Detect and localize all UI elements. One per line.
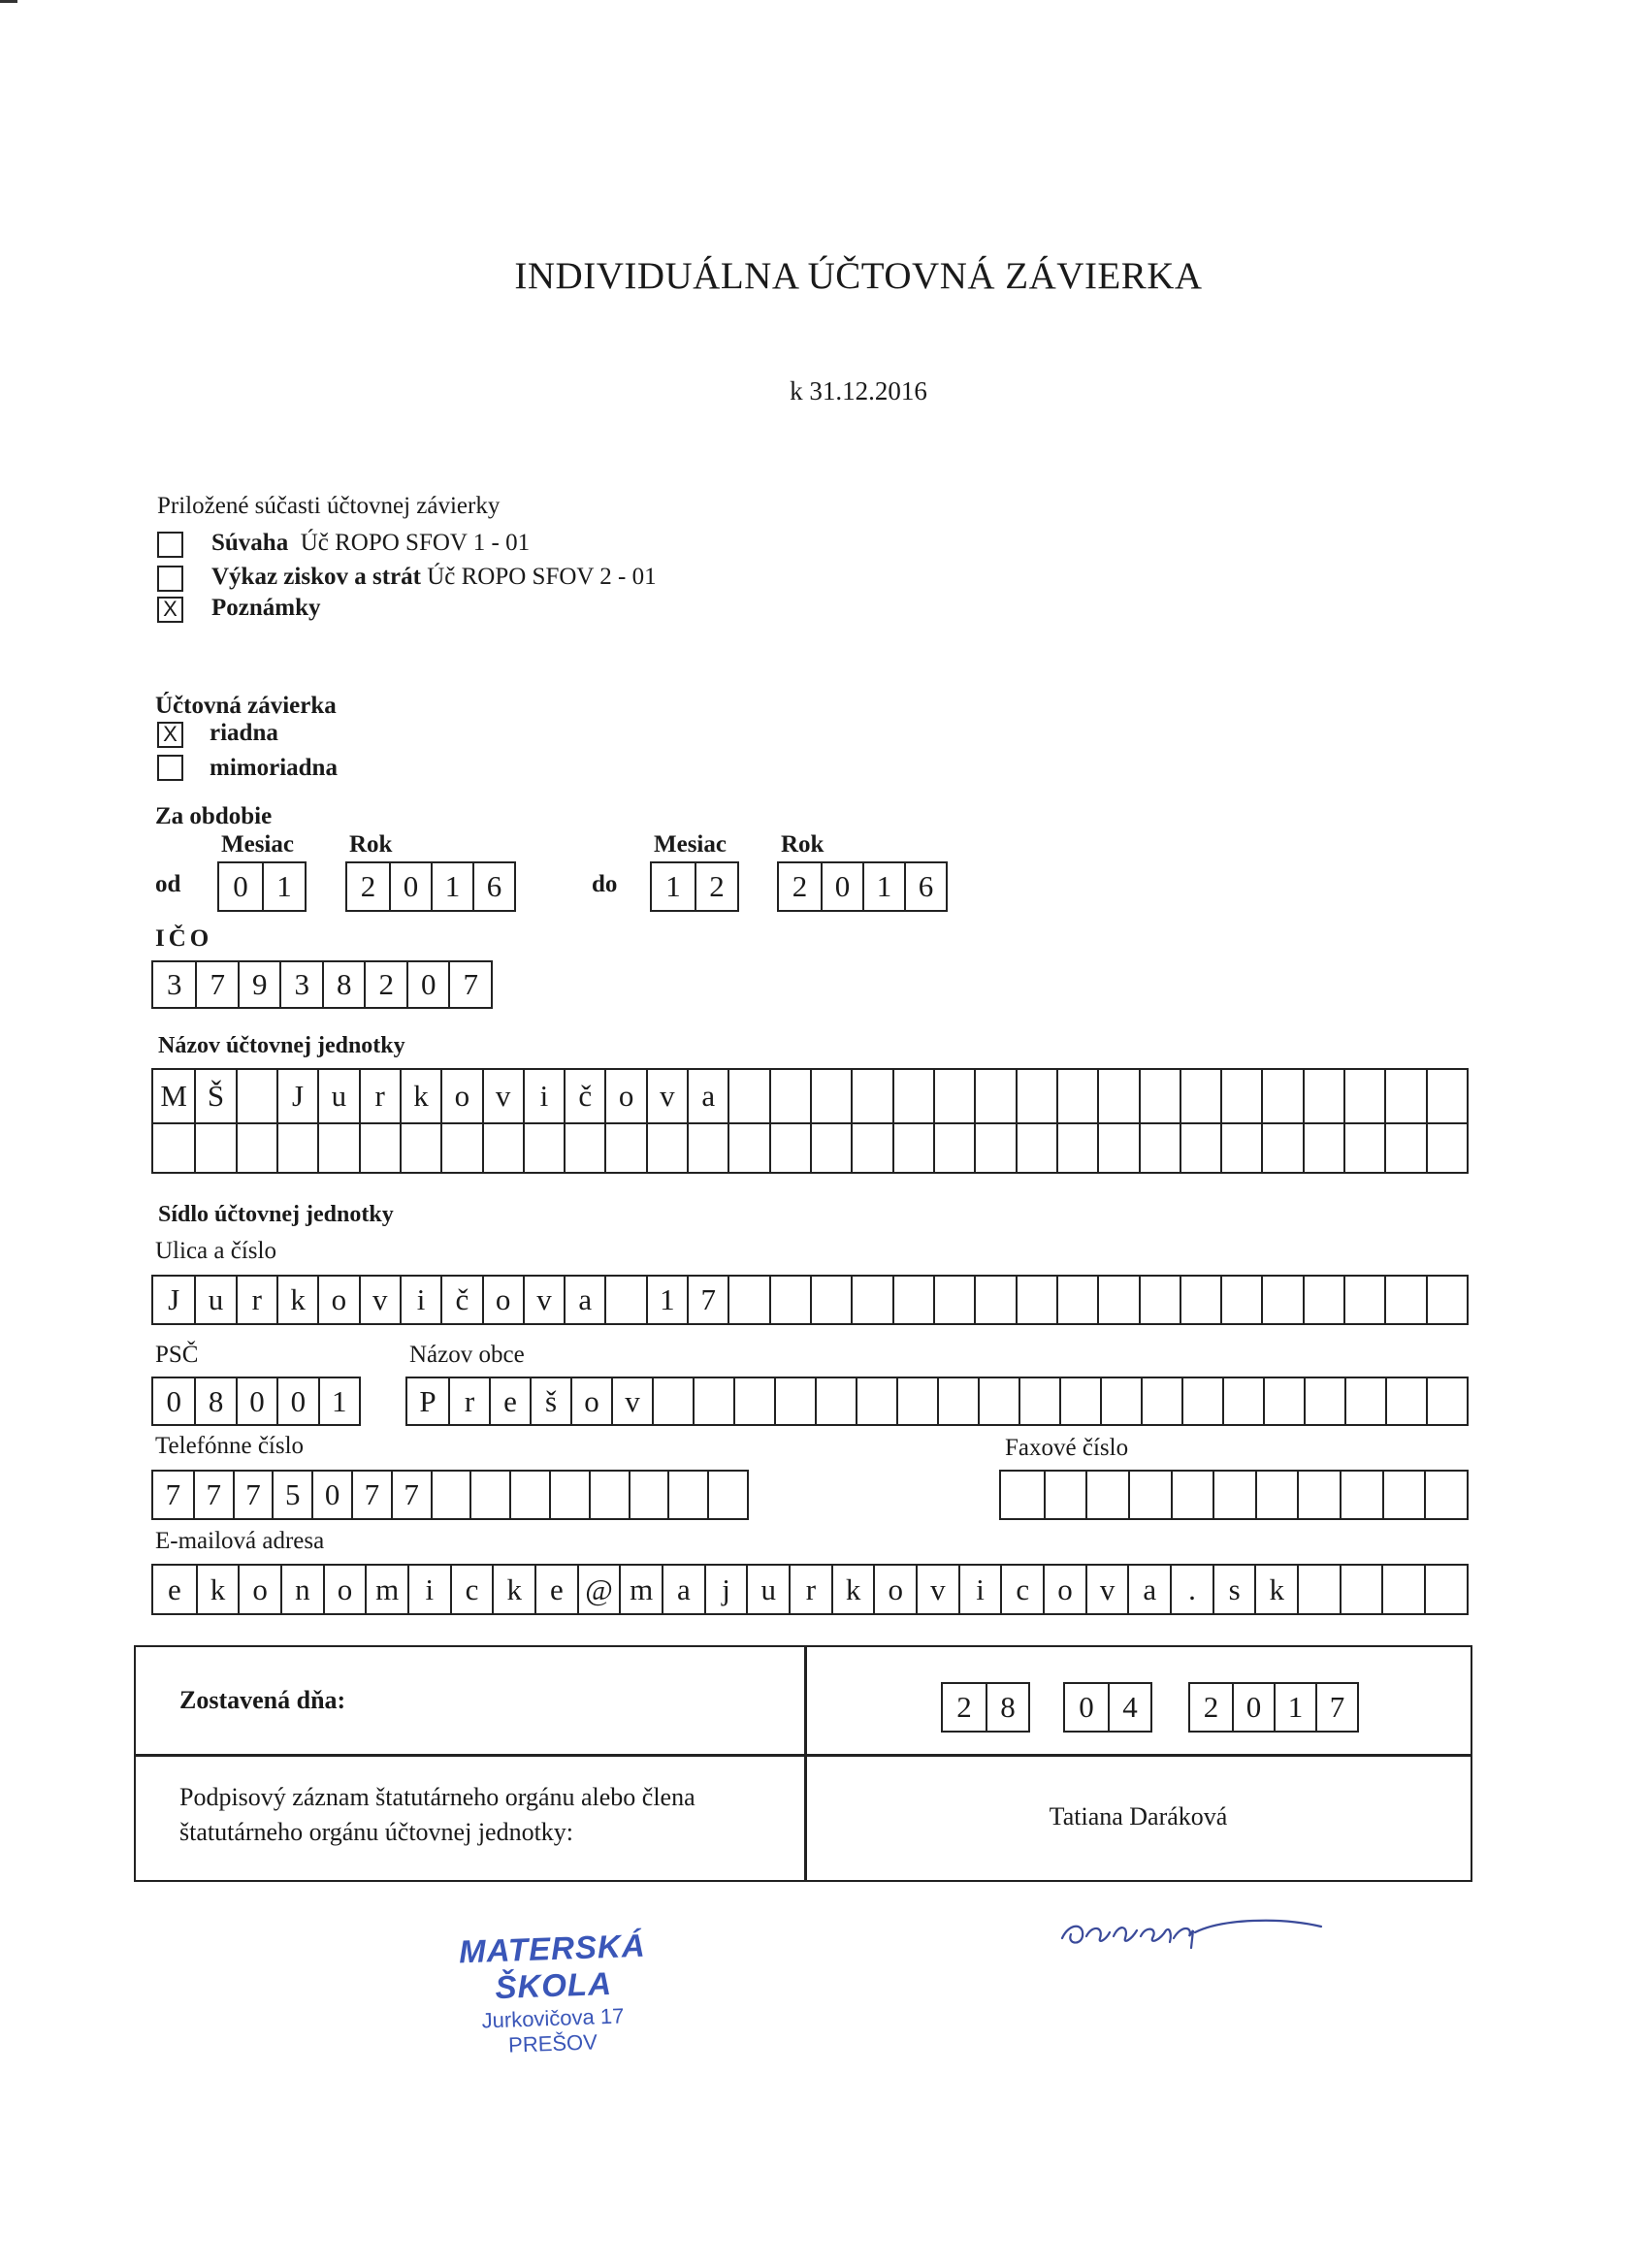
char-cell [431, 1472, 470, 1518]
char-cell [1381, 1566, 1424, 1613]
char-cell: v [611, 1378, 652, 1424]
digit-cell: 2 [956, 1690, 972, 1724]
char-cell [892, 1124, 933, 1172]
char-cell [937, 1378, 978, 1424]
char-cell: n [280, 1566, 323, 1613]
char-cell [1001, 1472, 1044, 1518]
char-cell: e [534, 1566, 577, 1613]
char-cell: k [1254, 1566, 1297, 1613]
digit-cell: 3 [166, 967, 182, 1001]
char-cell [646, 1124, 687, 1172]
char-cell [974, 1124, 1015, 1172]
char-cell: 7 [351, 1472, 391, 1518]
digit-cell: 1 [665, 869, 681, 903]
char-cell: o [570, 1378, 611, 1424]
char-cell: 7 [165, 1477, 181, 1511]
attachments-heading: Priložené súčasti účtovnej závierky [157, 493, 501, 519]
char-cell: . [1170, 1566, 1212, 1613]
char-cell [440, 1124, 481, 1172]
char-cell [1016, 1070, 1056, 1122]
char-cell [1220, 1124, 1261, 1172]
to-month-field[interactable] [650, 861, 739, 912]
char-cell: 0 [276, 1378, 317, 1424]
signature-label-line-1: Podpisový záznam štatutárneho orgánu alebo člena [179, 1783, 695, 1811]
email-field[interactable] [151, 1564, 1469, 1615]
char-cell: o [604, 1070, 645, 1122]
char-cell: M [160, 1079, 187, 1113]
char-cell: v [646, 1070, 687, 1122]
char-cell [1220, 1277, 1261, 1323]
from-year-label: Rok [349, 831, 393, 858]
char-cell [1139, 1124, 1180, 1172]
from-month-field[interactable] [217, 861, 307, 912]
char-cell [1016, 1277, 1056, 1323]
char-cell [1100, 1378, 1141, 1424]
char-cell [1384, 1124, 1425, 1172]
char-cell [1018, 1378, 1059, 1424]
checkbox-mimoriadna[interactable] [157, 755, 183, 781]
char-cell [1343, 1070, 1384, 1122]
char-cell [1426, 1124, 1467, 1172]
char-cell: k [492, 1566, 534, 1613]
char-cell [815, 1378, 856, 1424]
char-cell [667, 1472, 707, 1518]
char-cell: m [365, 1566, 407, 1613]
char-cell [1220, 1070, 1261, 1122]
phone-label: Telefónne číslo [155, 1433, 305, 1459]
char-cell [236, 1124, 276, 1172]
char-cell [1212, 1472, 1255, 1518]
checkbox-vykaz[interactable] [157, 566, 183, 592]
vykaz-label: Výkaz ziskov a strát Úč ROPO SFOV 2 - 01 [211, 564, 657, 590]
char-cell: i [523, 1070, 564, 1122]
char-cell: 7 [233, 1472, 273, 1518]
char-cell [769, 1124, 810, 1172]
char-cell: a [564, 1277, 604, 1323]
phone-field[interactable] [151, 1470, 749, 1520]
char-cell [236, 1070, 276, 1122]
digit-cell: 0 [406, 962, 449, 1007]
char-cell [1059, 1378, 1100, 1424]
compiled-month-field[interactable] [1063, 1682, 1152, 1733]
document-title: INDIVIDUÁLNA ÚČTOVNÁ ZÁVIERKA [514, 255, 1203, 297]
char-cell [276, 1124, 317, 1172]
char-cell [1181, 1378, 1222, 1424]
fax-field[interactable] [999, 1470, 1469, 1520]
char-cell [810, 1277, 851, 1323]
handwritten-signature [1057, 1901, 1329, 1960]
char-cell: o [482, 1277, 523, 1323]
entity-name-row-1[interactable] [151, 1068, 1469, 1124]
char-cell: v [482, 1070, 523, 1122]
checkbox-poznamky[interactable]: X [157, 597, 183, 623]
char-cell [1384, 1070, 1425, 1122]
char-cell [549, 1472, 589, 1518]
char-cell: 1 [318, 1378, 359, 1424]
digit-cell: 7 [195, 962, 238, 1007]
char-cell [1097, 1277, 1138, 1323]
digit-cell: 6 [904, 863, 946, 910]
char-cell: e [167, 1571, 181, 1606]
char-cell [1171, 1472, 1213, 1518]
char-cell [769, 1070, 810, 1122]
char-cell [1426, 1378, 1467, 1424]
poznamky-label: Poznámky [211, 595, 321, 621]
char-cell [693, 1378, 733, 1424]
char-cell [728, 1277, 768, 1323]
statement-type-heading: Účtovná závierka [155, 693, 337, 719]
digit-cell: 7 [1315, 1684, 1357, 1731]
digit-cell: 0 [389, 863, 431, 910]
stamp-line-1: MATERSKÁ ŠKOLA [458, 1927, 647, 2006]
char-cell: r [359, 1070, 400, 1122]
period-heading: Za obdobie [155, 803, 273, 829]
char-cell: e [489, 1378, 530, 1424]
signature-table [134, 1645, 1472, 1882]
char-cell: o [1043, 1566, 1085, 1613]
char-cell [769, 1277, 810, 1323]
compiled-label: Zostavená dňa: [179, 1686, 346, 1714]
char-cell: o [323, 1566, 366, 1613]
char-cell [1255, 1472, 1298, 1518]
char-cell [1222, 1378, 1263, 1424]
checkbox-riadna[interactable]: X [157, 722, 183, 748]
char-cell [1340, 1472, 1382, 1518]
char-cell [1343, 1124, 1384, 1172]
char-cell: 8 [194, 1378, 235, 1424]
char-cell [896, 1378, 937, 1424]
char-cell [1261, 1124, 1302, 1172]
char-cell [589, 1472, 629, 1518]
char-cell: 0 [311, 1472, 351, 1518]
compiled-year-field[interactable] [1188, 1682, 1359, 1733]
char-cell [851, 1277, 891, 1323]
to-month-label: Mesiac [654, 831, 727, 858]
char-cell: P [419, 1383, 436, 1418]
char-cell: o [238, 1566, 280, 1613]
street-field[interactable] [151, 1275, 1469, 1325]
char-cell [687, 1124, 728, 1172]
signatory-name: Tatiana Daráková [1049, 1802, 1228, 1831]
char-cell: u [194, 1277, 235, 1323]
mimoriadna-label: mimoriadna [210, 755, 338, 781]
char-cell [1426, 1277, 1467, 1323]
char-cell [810, 1124, 851, 1172]
digit-cell: 2 [360, 869, 376, 903]
char-cell [974, 1070, 1015, 1122]
char-cell: v [916, 1566, 958, 1613]
digit-cell: 8 [986, 1684, 1028, 1731]
digit-cell: 1 [262, 863, 305, 910]
char-cell [810, 1070, 851, 1122]
char-cell: Š [194, 1070, 235, 1122]
char-cell [933, 1277, 974, 1323]
char-cell [1139, 1277, 1180, 1323]
reporting-date: k 31.12.2016 [790, 376, 927, 405]
char-cell [1340, 1566, 1382, 1613]
char-cell: c [450, 1566, 493, 1613]
char-cell [1085, 1472, 1128, 1518]
char-cell [1384, 1277, 1425, 1323]
digit-cell: 8 [322, 962, 365, 1007]
char-cell [1303, 1070, 1343, 1122]
char-cell [400, 1124, 440, 1172]
char-cell: 7 [687, 1277, 728, 1323]
stamp-line-2: Jurkovičova 17 [481, 2003, 625, 2033]
char-cell [1180, 1124, 1220, 1172]
table-divider [136, 1754, 1471, 1757]
char-cell: 1 [646, 1277, 687, 1323]
fax-label: Faxové číslo [1005, 1435, 1129, 1461]
char-cell [317, 1124, 358, 1172]
char-cell [564, 1124, 604, 1172]
char-cell: a [662, 1566, 704, 1613]
char-cell [629, 1472, 668, 1518]
digit-cell: 9 [238, 962, 280, 1007]
char-cell [1303, 1124, 1343, 1172]
char-cell: 0 [236, 1378, 276, 1424]
char-cell [652, 1378, 693, 1424]
to-year-field[interactable] [777, 861, 948, 912]
char-cell [707, 1472, 747, 1518]
char-cell [1056, 1070, 1097, 1122]
seat-heading: Sídlo účtovnej jednotky [158, 1202, 394, 1227]
digit-cell: 0 [1079, 1690, 1094, 1724]
char-cell [1424, 1566, 1467, 1613]
char-cell: 5 [272, 1472, 311, 1518]
char-cell [1304, 1378, 1344, 1424]
compiled-day-field[interactable] [941, 1682, 1030, 1733]
stamp-line-3: PREŠOV [507, 2029, 598, 2057]
char-cell [733, 1378, 774, 1424]
char-cell [1056, 1277, 1097, 1323]
char-cell [933, 1070, 974, 1122]
digit-cell: 2 [1203, 1690, 1219, 1724]
char-cell: i [958, 1566, 1001, 1613]
char-cell: a [687, 1070, 728, 1122]
char-cell [892, 1070, 933, 1122]
digit-cell: 4 [1108, 1684, 1150, 1731]
digit-cell: 0 [821, 863, 862, 910]
char-cell: k [831, 1566, 874, 1613]
char-cell [604, 1124, 645, 1172]
char-cell: r [789, 1566, 831, 1613]
entity-name-row-2[interactable] [151, 1122, 1469, 1174]
char-cell [1180, 1277, 1220, 1323]
signature-label-line-2: štatutárneho orgánu účtovnej jednotky: [179, 1818, 574, 1846]
ico-field[interactable] [151, 960, 493, 1009]
char-cell [482, 1124, 523, 1172]
char-cell [856, 1378, 896, 1424]
char-cell [1343, 1277, 1384, 1323]
digit-cell: 2 [695, 863, 737, 910]
char-cell: 7 [391, 1472, 431, 1518]
digit-cell: 1 [862, 863, 904, 910]
char-cell: o [873, 1566, 916, 1613]
digit-cell: 3 [279, 962, 322, 1007]
char-cell [1385, 1378, 1426, 1424]
char-cell [359, 1124, 400, 1172]
char-cell [1139, 1070, 1180, 1122]
char-cell: š [530, 1378, 570, 1424]
char-cell [1141, 1378, 1181, 1424]
digit-cell: 2 [792, 869, 808, 903]
char-cell [523, 1124, 564, 1172]
char-cell: v [1085, 1566, 1128, 1613]
char-cell: k [276, 1277, 317, 1323]
char-cell [1263, 1378, 1304, 1424]
char-cell [604, 1277, 645, 1323]
char-cell [1044, 1472, 1086, 1518]
char-cell [153, 1124, 194, 1172]
psc-label: PSČ [155, 1342, 199, 1368]
city-field[interactable] [405, 1377, 1469, 1426]
school-stamp [398, 1927, 708, 2057]
char-cell [469, 1472, 509, 1518]
char-cell: J [168, 1282, 180, 1316]
char-cell: k [196, 1566, 239, 1613]
digit-cell: 2 [364, 962, 406, 1007]
scan-edge-mark [0, 0, 17, 3]
digit-cell: 0 [233, 869, 248, 903]
char-cell [1180, 1070, 1220, 1122]
char-cell [1097, 1124, 1138, 1172]
char-cell [1344, 1378, 1385, 1424]
char-cell [1426, 1070, 1467, 1122]
char-cell: 7 [193, 1472, 233, 1518]
char-cell: j [704, 1566, 747, 1613]
char-cell [1303, 1277, 1343, 1323]
digit-cell: 6 [472, 863, 514, 910]
suvaha-label: Súvaha Úč ROPO SFOV 1 - 01 [211, 530, 531, 556]
char-cell [1297, 1472, 1340, 1518]
checkbox-suvaha[interactable] [157, 532, 183, 558]
char-cell: u [746, 1566, 789, 1613]
digit-cell: 7 [448, 962, 491, 1007]
char-cell: o [317, 1277, 358, 1323]
char-cell: u [317, 1070, 358, 1122]
char-cell: @ [577, 1566, 620, 1613]
digit-cell: 0 [1232, 1684, 1274, 1731]
char-cell [1056, 1124, 1097, 1172]
char-cell: č [564, 1070, 604, 1122]
street-label: Ulica a číslo [155, 1238, 276, 1264]
char-cell [1016, 1124, 1056, 1172]
char-cell [892, 1277, 933, 1323]
char-cell [933, 1124, 974, 1172]
char-cell [851, 1124, 891, 1172]
char-cell [728, 1124, 768, 1172]
char-cell: v [359, 1277, 400, 1323]
char-cell: k [400, 1070, 440, 1122]
char-cell: r [236, 1277, 276, 1323]
char-cell: i [407, 1566, 450, 1613]
char-cell [851, 1070, 891, 1122]
char-cell: v [523, 1277, 564, 1323]
char-cell: i [400, 1277, 440, 1323]
ico-label: IČO [155, 925, 213, 952]
psc-field[interactable] [151, 1377, 361, 1426]
char-cell [728, 1070, 768, 1122]
char-cell [194, 1124, 235, 1172]
char-cell [1097, 1070, 1138, 1122]
char-cell [1128, 1472, 1171, 1518]
char-cell [1261, 1277, 1302, 1323]
char-cell [1382, 1472, 1425, 1518]
char-cell: s [1212, 1566, 1255, 1613]
char-cell: J [276, 1070, 317, 1122]
city-label: Názov obce [409, 1342, 525, 1368]
char-cell [974, 1277, 1015, 1323]
char-cell: a [1127, 1566, 1170, 1613]
char-cell [1297, 1566, 1340, 1613]
riadna-label: riadna [210, 720, 278, 746]
char-cell [1424, 1472, 1467, 1518]
to-year-label: Rok [781, 831, 824, 858]
from-month-label: Mesiac [221, 831, 294, 858]
char-cell: č [440, 1277, 481, 1323]
entity-name-label: Názov účtovnej jednotky [158, 1033, 405, 1058]
digit-cell: 1 [1274, 1684, 1315, 1731]
to-label: do [592, 871, 618, 897]
digit-cell: 1 [431, 863, 472, 910]
char-cell [978, 1378, 1018, 1424]
char-cell [774, 1378, 815, 1424]
char-cell: o [440, 1070, 481, 1122]
char-cell: m [619, 1566, 662, 1613]
char-cell: c [1000, 1566, 1043, 1613]
from-year-field[interactable] [345, 861, 516, 912]
char-cell: r [448, 1378, 489, 1424]
char-cell [1261, 1070, 1302, 1122]
table-divider [804, 1647, 807, 1880]
char-cell: 0 [166, 1383, 181, 1418]
email-label: E-mailová adresa [155, 1528, 325, 1554]
from-label: od [155, 871, 181, 897]
char-cell [509, 1472, 549, 1518]
